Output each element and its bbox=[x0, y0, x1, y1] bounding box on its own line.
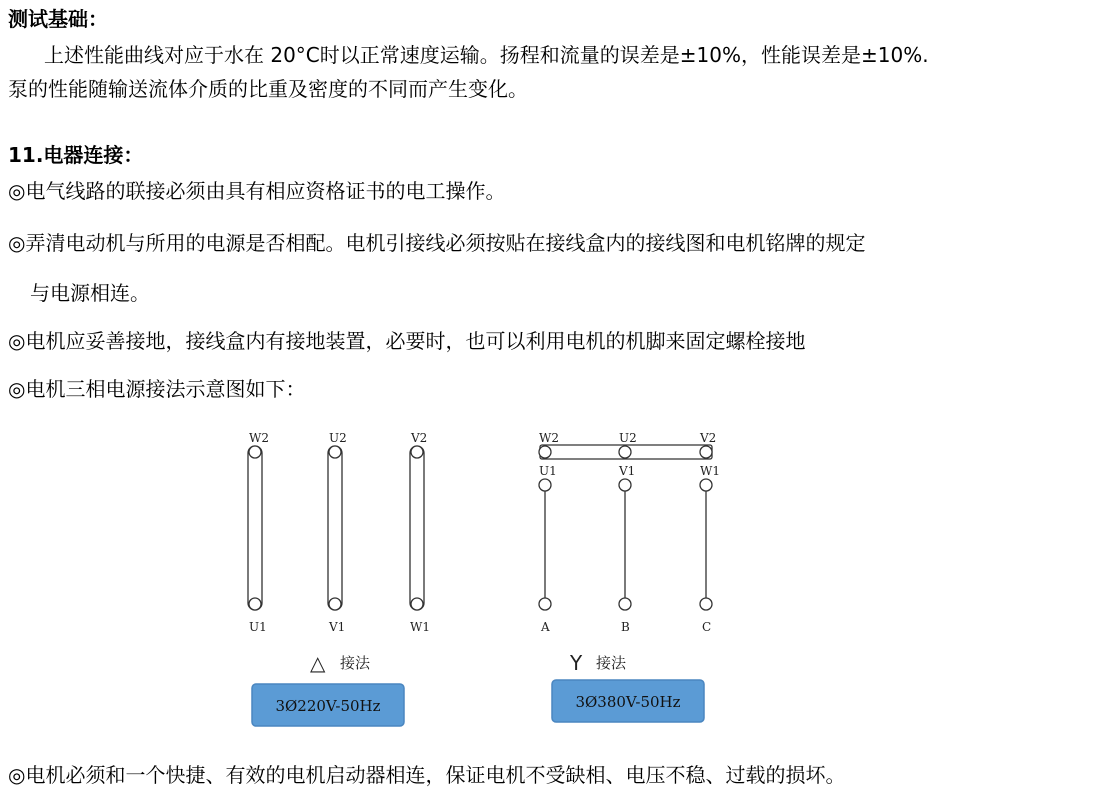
star-terminal-mid-1 bbox=[539, 479, 551, 491]
delta-method-label: 接法 bbox=[340, 654, 371, 672]
star-label-w1: W1 bbox=[700, 464, 720, 478]
delta-label-v2: V2 bbox=[411, 431, 428, 445]
star-voltage-label: 3Ø380V-50Hz bbox=[575, 693, 681, 711]
electrical-item-3: ◎电机应妥善接地，接线盒内有接地装置，必要时，也可以利用电机的机脚来固定螺栓接地 bbox=[8, 329, 806, 353]
star-terminal-top-1 bbox=[539, 446, 551, 458]
electrical-final-item: ◎电机必须和一个快捷、有效的电机启动器相连，保证电机不受缺相、电压不稳、过载的损坏。 bbox=[8, 763, 846, 787]
delta-voltage-label: 3Ø220V-50Hz bbox=[275, 697, 381, 715]
star-label-u1: U1 bbox=[539, 464, 557, 478]
delta-terminal-top-3 bbox=[411, 446, 423, 458]
star-terminal-top-3 bbox=[700, 446, 712, 458]
delta-terminal-bottom-1 bbox=[249, 598, 261, 610]
delta-label-u1: U1 bbox=[249, 620, 267, 634]
delta-label-w1: W1 bbox=[410, 620, 430, 634]
star-label-u2: U2 bbox=[619, 431, 637, 445]
delta-terminal-bottom-2 bbox=[329, 598, 341, 610]
test-basis-paragraph-line2: 泵的性能随输送流体介质的比重及密度的不同而产生变化。 bbox=[8, 77, 528, 101]
star-terminal-mid-3 bbox=[700, 479, 712, 491]
star-label-b: B bbox=[621, 620, 630, 634]
delta-symbol-icon: △ bbox=[310, 651, 326, 675]
electrical-item-1: ◎电气线路的联接必须由具有相应资格证书的电工操作。 bbox=[8, 179, 506, 203]
delta-method-caption bbox=[310, 651, 371, 675]
electrical-item-2-continuation: 与电源相连。 bbox=[30, 281, 150, 305]
star-voltage-box bbox=[552, 680, 704, 722]
electrical-item-2: ◎弄清电动机与所用的电源是否相配。电机引接线必须按贴在接线盒内的接线图和电机铭牌的规定 bbox=[8, 231, 866, 255]
star-method-caption bbox=[569, 651, 627, 675]
delta-terminal-top-1 bbox=[249, 446, 261, 458]
star-terminal-bottom-3 bbox=[700, 598, 712, 610]
delta-link-1 bbox=[248, 446, 262, 610]
star-symbol-icon: Y bbox=[570, 651, 583, 675]
delta-terminal-bottom-3 bbox=[411, 598, 423, 610]
delta-link-2 bbox=[328, 446, 342, 610]
star-terminal-bottom-1 bbox=[539, 598, 551, 610]
test-basis-heading: 测试基础： bbox=[8, 7, 108, 31]
delta-terminal-top-2 bbox=[329, 446, 341, 458]
star-label-v1: V1 bbox=[619, 464, 636, 478]
test-basis-paragraph-line1: 上述性能曲线对应于水在 20°C时以正常速度运输。扬程和流量的误差是±10%，性能误差是±10%. bbox=[44, 43, 929, 67]
electrical-item-4: ◎电机三相电源接法示意图如下： bbox=[8, 377, 306, 401]
star-terminal-mid-2 bbox=[619, 479, 631, 491]
delta-label-u2: U2 bbox=[329, 431, 347, 445]
star-label-v2: V2 bbox=[700, 431, 717, 445]
star-label-a: A bbox=[541, 620, 550, 634]
delta-label-v1: V1 bbox=[329, 620, 346, 634]
delta-connection-diagram bbox=[248, 446, 424, 610]
delta-label-w2: W2 bbox=[249, 431, 269, 445]
star-terminal-top-2 bbox=[619, 446, 631, 458]
delta-voltage-box bbox=[252, 684, 404, 726]
delta-link-3 bbox=[410, 446, 424, 610]
star-terminal-bottom-2 bbox=[619, 598, 631, 610]
electrical-heading: 11.电器连接： bbox=[8, 143, 144, 167]
star-label-c: C bbox=[702, 620, 712, 634]
star-method-label: 接法 bbox=[596, 654, 627, 672]
star-label-w2: W2 bbox=[539, 431, 559, 445]
